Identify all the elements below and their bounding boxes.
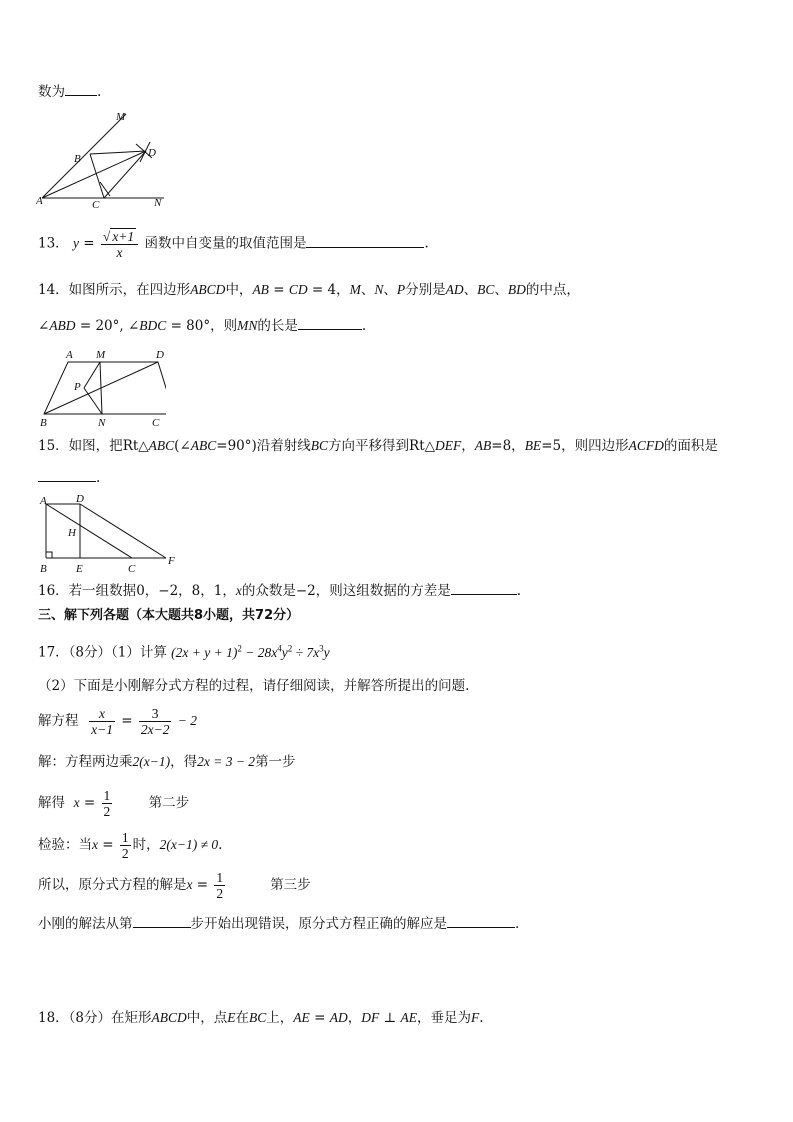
label-H: H	[68, 527, 76, 539]
figure-q12	[36, 106, 176, 210]
q13: 13． y = $\frac{√ x+1}{x}$ 函数中自变量的取值范围是 .	[38, 229, 429, 260]
q14-line2: ∠ABD = 20°, ∠BDC = 80°，则MN的长是 .	[38, 318, 367, 334]
q17-equation: 解方程 $\frac{x}{x-1}$ = $\frac{3}{2x-2}$ − 2	[38, 706, 198, 737]
q15-line1: 15．如图，把Rt△ABC(∠ABC=90°)沿着射线BC方向平移得到Rt△DEF，AB=8，BE=5，则四边形ACFD的面积是	[38, 438, 718, 454]
label-A: A	[36, 195, 43, 207]
section-title: 三、解下列各题（本大题共8小题，共72分）	[38, 608, 300, 623]
q18: 18．（8分）在矩形ABCD中，点E在BC上，AE = AD，DF ⊥ AE，垂足为F.	[38, 1010, 484, 1026]
q17-final: 小刚的解法从第 步开始出现错误，原分式方程正确的解应是 .	[38, 916, 520, 932]
label-P: P	[74, 381, 81, 393]
answer-blank-12[interactable]	[65, 83, 97, 96]
answer-blank-17b[interactable]	[447, 915, 515, 928]
q12-tail: 数为 .	[38, 84, 102, 100]
answer-blank-15[interactable]	[38, 469, 96, 482]
label-B: B	[40, 563, 47, 574]
q17-step2: 解得 x = $\frac{1}{2}$ 第二步	[38, 788, 190, 819]
q15-line2: .	[38, 468, 100, 488]
label-M: M	[96, 349, 106, 361]
label-C: C	[152, 417, 160, 429]
label-C: C	[128, 563, 136, 574]
q17-check: 检验：当x = $\frac{1}{2}$ 时，2(x−1) ≠ 0.	[38, 830, 223, 861]
label-F: F	[168, 555, 175, 567]
label-A: A	[66, 349, 73, 361]
figure-q14	[36, 344, 166, 430]
label-C: C	[92, 199, 100, 210]
answer-blank-14[interactable]	[298, 317, 362, 330]
q17-part2: （2）下面是小刚解分式方程的过程，请仔细阅读，并解答所提出的问题.	[38, 678, 470, 694]
label-D: D	[148, 147, 156, 159]
q16: 16．若一组数据0，−2，8，1，x的众数是−2，则这组数据的方差是 .	[38, 583, 522, 599]
label-D: D	[156, 349, 164, 361]
label-E: E	[76, 563, 83, 574]
q17-part1: 17．（8分）（1）计算 $(2x + y + 1)^2 - 28x^4y^2 \div 7x^3y$	[38, 643, 330, 661]
q14-line1: 14．如图所示，在四边形ABCD中，AB = CD = 4，M、N、P分别是AD、BC、BD的中点，	[38, 282, 580, 298]
answer-blank-13[interactable]	[306, 235, 424, 248]
figure-q15	[36, 492, 186, 574]
label-B: B	[40, 417, 47, 429]
label-B: B	[74, 153, 81, 165]
label-A: A	[40, 495, 47, 507]
answer-blank-17a[interactable]	[133, 915, 191, 928]
label-D: D	[76, 493, 84, 505]
label-N: N	[154, 197, 162, 209]
label-M: M	[116, 111, 126, 123]
q17-conclusion: 所以，原分式方程的解是x = $\frac{1}{2}$ 第三步	[38, 870, 311, 901]
q17-step1: 解：方程两边乘2(x−1)，得2x = 3 − 2第一步	[38, 754, 296, 770]
answer-blank-16[interactable]	[451, 582, 517, 595]
label-N: N	[98, 417, 106, 429]
